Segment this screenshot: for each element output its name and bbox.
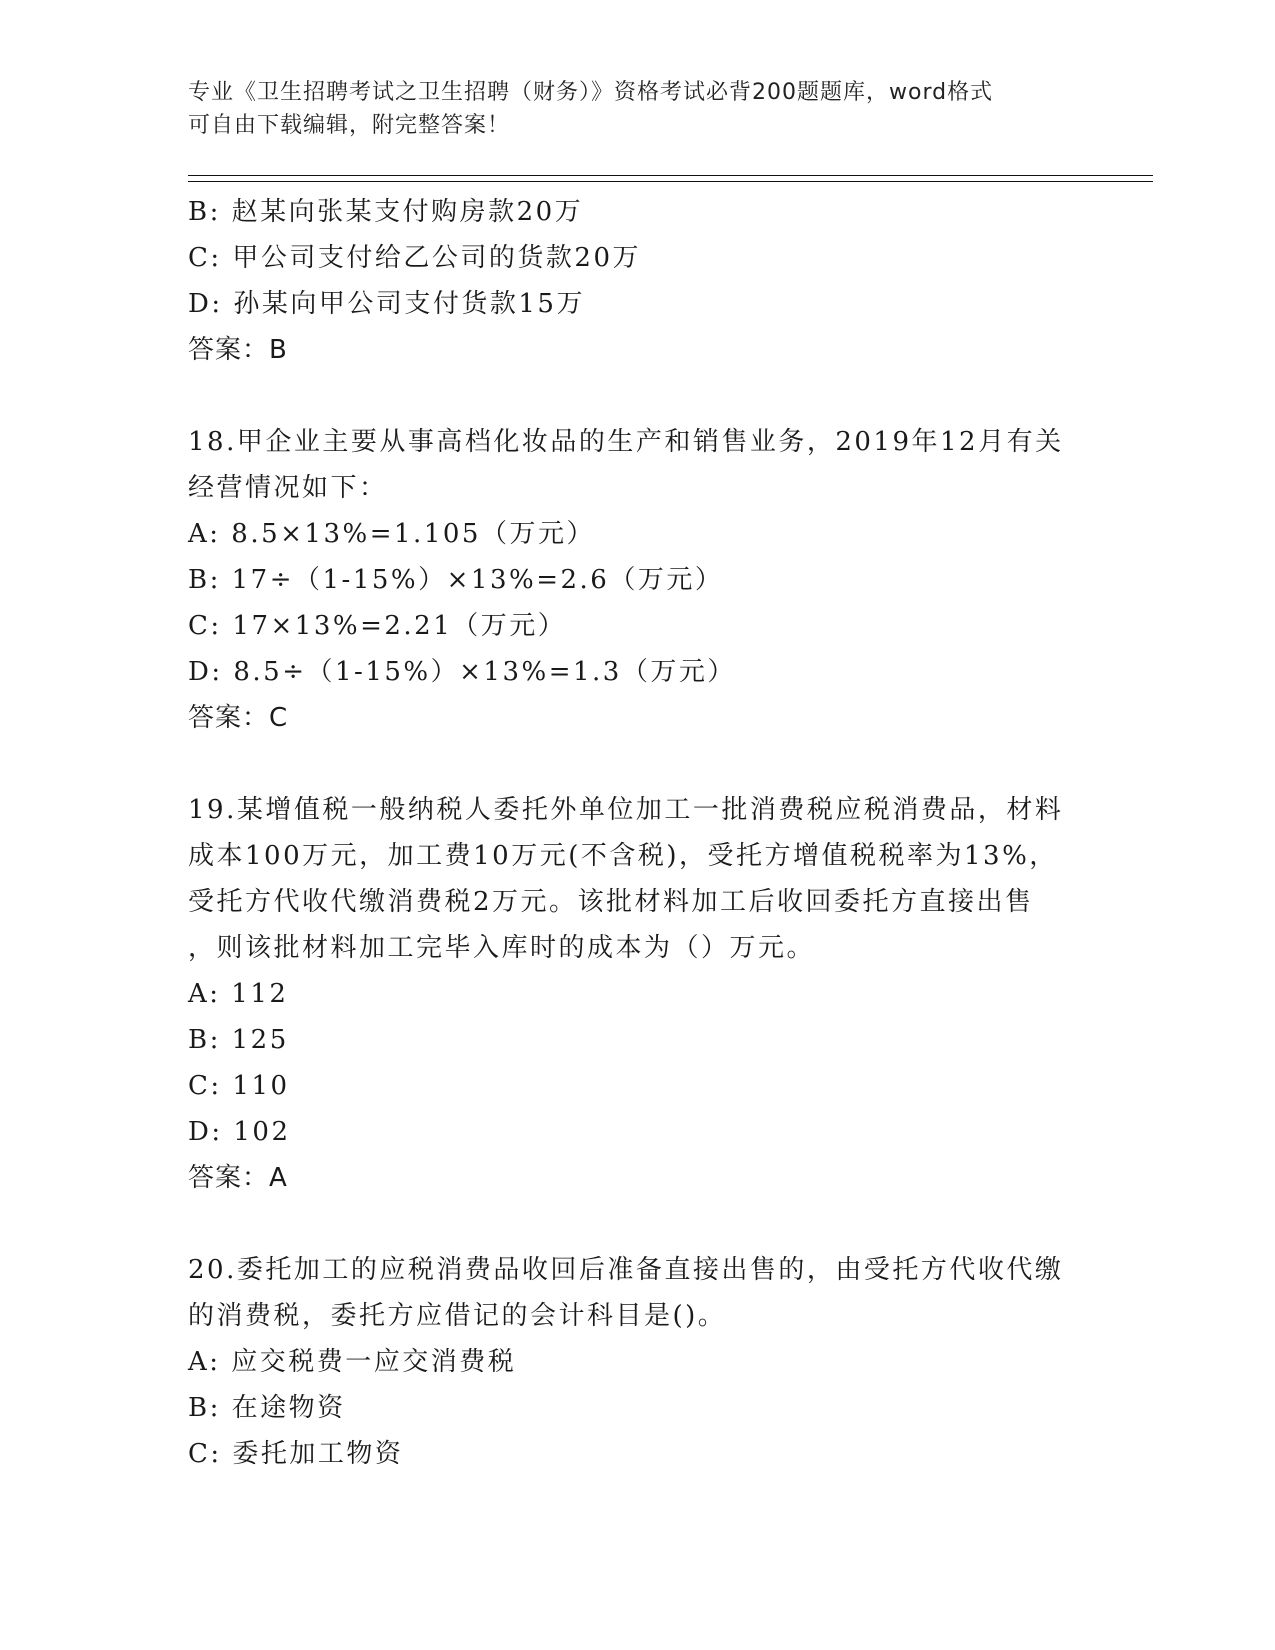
option-c: C: 甲公司支付给乙公司的货款20万 [188,243,642,273]
question-stem-line: 的消费税，委托方应借记的会计科目是()。 [188,1301,727,1331]
document-header [188,76,1068,142]
question-19 [188,787,1088,1201]
option-a: A: 112 [188,979,289,1009]
question-stem-line: 18.甲企业主要从事高档化妆品的生产和销售业务，2019年12月有关 [188,427,1064,457]
option-b: B: 125 [188,1025,289,1055]
option-b: B: 赵某向张某支付购房款20万 [188,197,584,227]
question-18 [188,419,1088,741]
option-c: C: 委托加工物资 [188,1439,404,1469]
option-d: D: 102 [188,1117,291,1147]
question-stem-line: 20.委托加工的应税消费品收回后准备直接出售的，由受托方代收代缴 [188,1255,1064,1285]
answer-line: 答案：C [188,703,289,733]
question-20 [188,1247,1088,1477]
question-stem-line: ，则该批材料加工完毕入库时的成本为（）万元。 [188,933,816,963]
spacer [188,373,1088,419]
question-stem-line: 19.某增值税一般纳税人委托外单位加工一批消费税应税消费品，材料 [188,795,1064,825]
header-title-line-2: 可自由下载编辑，附完整答案！ [188,113,511,138]
option-d: D: 8.5÷（1-15%）×13%=1.3（万元） [188,657,736,687]
option-a: A: 8.5×13%=1.105（万元） [188,519,595,549]
option-c: C: 17×13%=2.21（万元） [188,611,567,641]
answer-line: 答案：A [188,1163,288,1193]
spacer [188,741,1088,787]
option-a: A: 应交税费一应交消费税 [188,1347,517,1377]
question-17-tail [188,189,1088,373]
answer-line: 答案：B [188,335,288,365]
header-divider-top [188,175,1153,176]
question-stem-line: 受托方代收代缴消费税2万元。该批材料加工后收回委托方直接出售 [188,887,1034,917]
header-divider-bottom [188,181,1153,182]
document-body [188,189,1088,1477]
option-b: B: 在途物资 [188,1393,346,1423]
option-d: D: 孙某向甲公司支付货款15万 [188,289,585,319]
spacer [188,1201,1088,1247]
option-c: C: 110 [188,1071,290,1101]
question-stem-line: 成本100万元，加工费10万元(不含税)，受托方增值税税率为13%， [188,841,1058,871]
option-b: B: 17÷（1-15%）×13%=2.6（万元） [188,565,724,595]
question-stem-line: 经营情况如下： [188,473,388,503]
header-title-line-1: 专业《卫生招聘考试之卫生招聘（财务）》资格考试必背200题题库，word格式 [188,80,994,105]
